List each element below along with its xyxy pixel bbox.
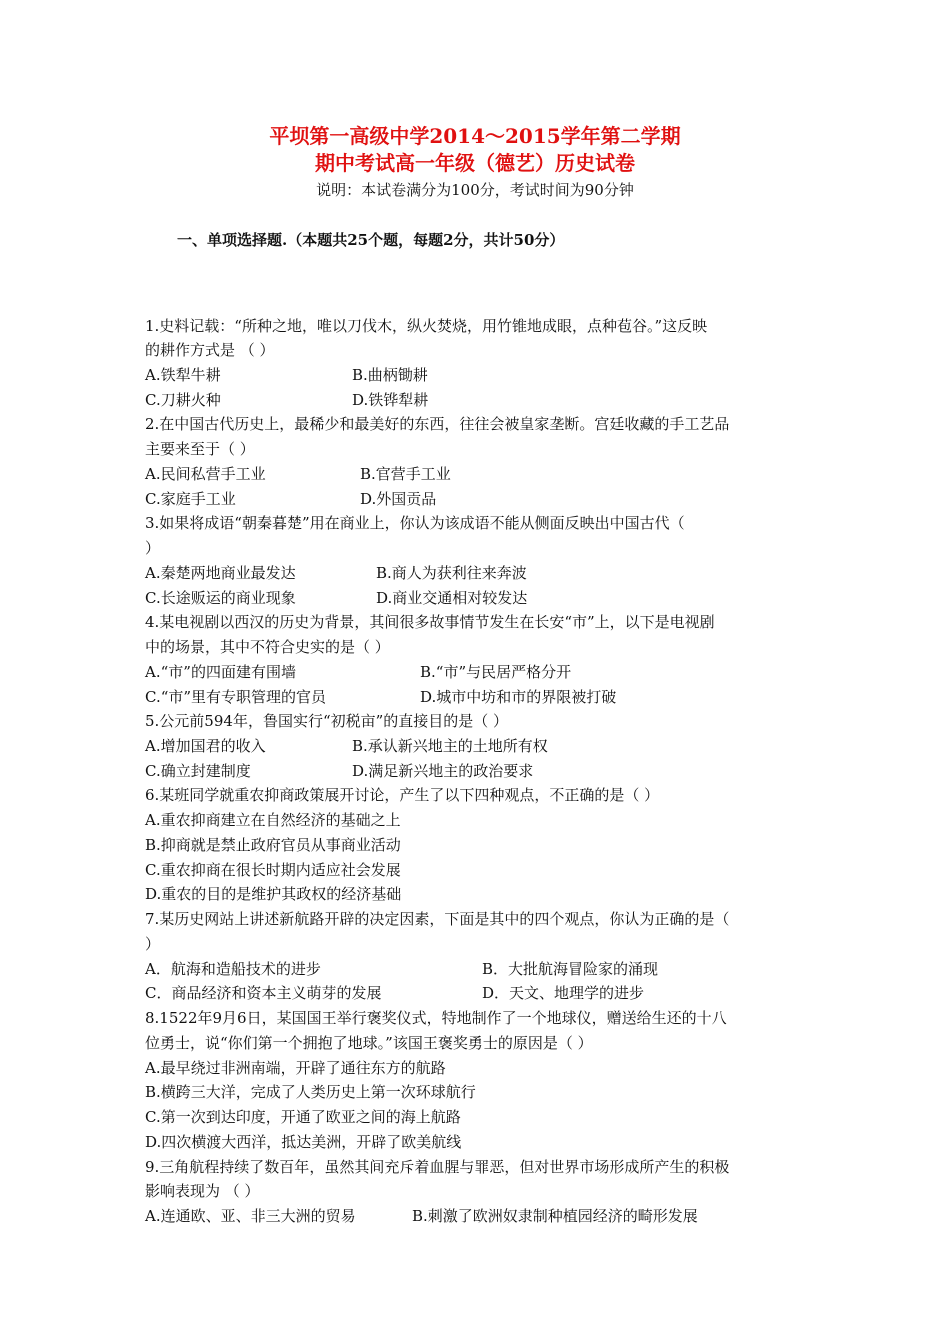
question-stem: 1.史料记载：“所种之地，唯以刀伐木，纵火焚烧，用竹锥地成眼，点种苞谷。”这反映	[145, 317, 708, 335]
option-text: B.承认新兴地主的土地所有权	[352, 737, 548, 755]
option-text: D.重农的目的是维护其政权的经济基础	[145, 885, 402, 903]
question-stem: 主要来至于（ ）	[145, 440, 255, 458]
option-text: B.横跨三大洋，完成了人类历史上第一次环球航行	[145, 1083, 476, 1101]
option-text: D.满足新兴地主的政治要求	[352, 762, 534, 780]
option-text: A.秦楚两地商业最发达	[145, 564, 296, 582]
question-stem: 的耕作方式是 （ ）	[145, 341, 275, 359]
option-text: A.最早绕过非洲南端，开辟了通往东方的航路	[145, 1059, 446, 1077]
option-text: A.民间私营手工业	[145, 465, 266, 483]
option-text: B.官营手工业	[360, 465, 451, 483]
section-heading: 一、单项选择题.（本题共25个题，每题2分，共计50分）	[177, 231, 565, 249]
question-stem: 8.1522年9月6日，某国国王举行褒奖仪式，特地制作了一个地球仪，赠送给生还的十八	[145, 1009, 727, 1027]
option-text: D.城市中坊和市的界限被打破	[420, 688, 617, 706]
option-text: B.“市”与民居严格分开	[420, 663, 572, 681]
question-stem: 6.某班同学就重农抑商政策展开讨论，产生了以下四种观点，不正确的是（ ）	[145, 786, 660, 804]
option-text: C.重农抑商在很长时期内适应社会发展	[145, 861, 401, 879]
question-stem: 3.如果将成语“朝秦暮楚”用在商业上，你认为该成语不能从侧面反映出中国古代（	[145, 514, 685, 532]
exam-title-line2: 期中考试高一年级（德艺）历史试卷	[315, 151, 635, 175]
option-text: B．大批航海冒险家的涌现	[482, 960, 659, 978]
option-text: A.增加国君的收入	[145, 737, 266, 755]
question-stem: 9.三角航程持续了数百年，虽然其间充斥着血腥与罪恶，但对世界市场形成所产生的积极	[145, 1158, 730, 1176]
option-text: B.商人为获利往来奔波	[376, 564, 527, 582]
option-text: A.“市”的四面建有围墙	[145, 663, 296, 681]
option-text: C．商品经济和资本主义萌芽的发展	[145, 984, 382, 1002]
question-stem: 4.某电视剧以西汉的历史为背景，其间很多故事情节发生在长安“市”上，以下是电视剧	[145, 613, 715, 631]
option-text: C.刀耕火种	[145, 391, 221, 409]
option-text: C.家庭手工业	[145, 490, 236, 508]
question-stem: 位勇士，说“你们第一个拥抱了地球。”该国王褒奖勇士的原因是（ ）	[145, 1034, 593, 1052]
option-text: D.商业交通相对较发达	[376, 589, 528, 607]
question-stem: 5.公元前594年，鲁国实行“初税亩”的直接目的是（ ）	[145, 712, 509, 730]
question-stem: ）	[145, 539, 161, 557]
exam-note: 说明：本试卷满分为100分，考试时间为90分钟	[316, 181, 634, 199]
question-stem: 7.某历史网站上讲述新航路开辟的决定因素，下面是其中的四个观点，你认为正确的是（	[145, 910, 730, 928]
option-text: A.连通欧、亚、非三大洲的贸易	[145, 1207, 356, 1225]
option-text: A.铁犁牛耕	[145, 366, 221, 384]
question-stem: ）	[145, 935, 161, 953]
option-text: D.铁铧犁耕	[352, 391, 429, 409]
option-text: C.确立封建制度	[145, 762, 251, 780]
option-text: A.重农抑商建立在自然经济的基础之上	[145, 811, 401, 829]
question-stem: 中的场景，其中不符合史实的是（ ）	[145, 638, 390, 656]
option-text: C.“市”里有专职管理的官员	[145, 688, 327, 706]
option-text: C.长途贩运的商业现象	[145, 589, 296, 607]
exam-title-line1: 平坝第一高级中学2014～2015学年第二学期	[269, 124, 681, 148]
option-text: B.刺激了欧洲奴隶制种植园经济的畸形发展	[412, 1207, 698, 1225]
option-text: A．航海和造船技术的进步	[145, 960, 321, 978]
question-stem: 影响表现为 （ ）	[145, 1182, 260, 1200]
option-text: B.抑商就是禁止政府官员从事商业活动	[145, 836, 401, 854]
option-text: D．天文、地理学的进步	[482, 984, 645, 1002]
option-text: B.曲柄锄耕	[352, 366, 428, 384]
question-stem: 2.在中国古代历史上，最稀少和最美好的东西，往往会被皇家垄断。宫廷收藏的手工艺品	[145, 415, 730, 433]
option-text: D.外国贡品	[360, 490, 437, 508]
option-text: D.四次横渡大西洋，抵达美洲，开辟了欧美航线	[145, 1133, 462, 1151]
option-text: C.第一次到达印度，开通了欧亚之间的海上航路	[145, 1108, 461, 1126]
